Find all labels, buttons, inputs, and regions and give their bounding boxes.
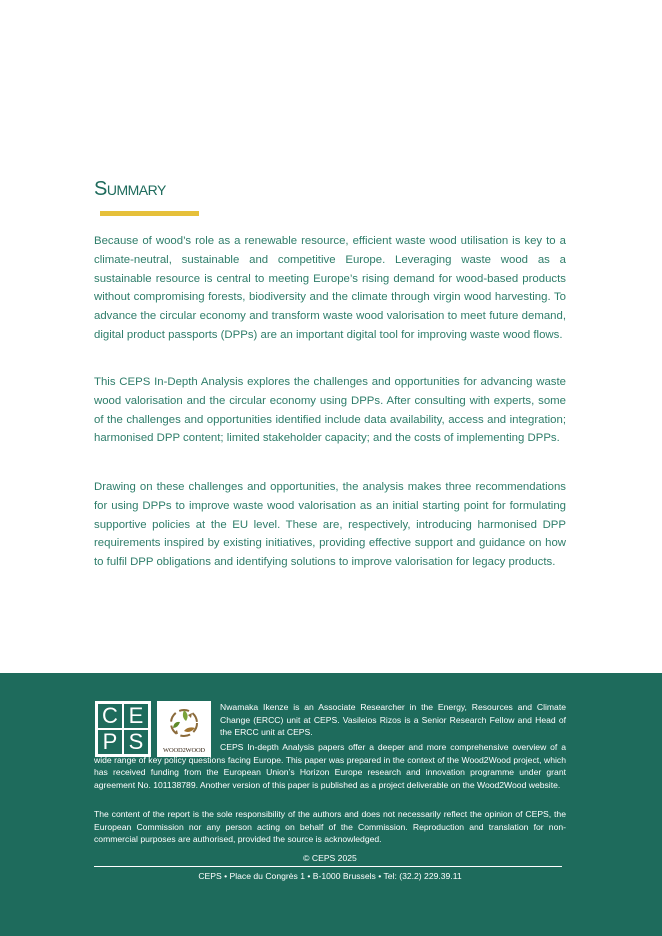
ceps-logo-letter: E xyxy=(123,703,149,729)
heading-underline xyxy=(100,211,199,216)
footer-panel xyxy=(0,673,662,936)
wood2wood-logo-label: WOOD2WOOD xyxy=(163,747,205,754)
footer-divider xyxy=(94,866,562,867)
ceps-logo-letter: S xyxy=(123,729,149,755)
ceps-info-text: CEPS In-depth Analysis papers offer a deeper and more comprehensive overview of a wide range of key policy questions facing Europe. This paper was prepared in the context of the Wood2Wood project, which has received funding from the European Union’s Horizon Europe research and innovation programme under grant agreement No. 101138789. Another version of this paper is published as a project deliverable on the Wood2Wood website. xyxy=(94,742,566,790)
ceps-logo-letter: P xyxy=(97,729,123,755)
summary-paragraph-1: Because of wood’s role as a renewable resource, efficient waste wood utilisation is key to a climate-neutral, sustainable and competitive Europe. Leveraging waste wood as a sustainable resource is central to meeting Europe’s rising demand for wood-based products without compromising forests, biodiversity and the climate through virgin wood harvesting. To advance the circular economy and transform waste wood valorisation to meet future demand, digital product passports (DPPs) are an important digital tool for improving waste wood flows. xyxy=(94,235,566,341)
contact-address: CEPS • Place du Congrès 1 • B-1000 Brussels • Tel: (32.2) 229.39.11 xyxy=(198,871,462,881)
author-bio: Nwamaka Ikenze is an Associate Researcher in the Energy, Resources and Climate Change (ERCC) unit at CEPS. Vasileios Rizos is a Senior Research Fellow and Head of the ERCC unit at CEPS. xyxy=(220,702,566,738)
summary-paragraph-3: Drawing on these challenges and opportunities, the analysis makes three recommendations for using DPPs to improve waste wood valorisation as an initial starting point for formulating supportive policies at the EU level. These are, respectively, introducing harmonised DPP requirements inspired by existing initiatives, providing effective support and guidance on how to fulfil DPP obligations and identifying solutions to improve valorisation for legacy products. xyxy=(94,481,566,569)
summary-heading: Summary xyxy=(94,178,166,200)
recycle-leaves-icon xyxy=(157,701,211,745)
ceps-logo-letter: C xyxy=(97,703,123,729)
summary-paragraph-2: This CEPS In-Depth Analysis explores the challenges and opportunities for advancing waste wood valorisation and the circular economy using DPPs. After consulting with experts, some of the challenges and opportunities identified include data availability, access and integration; harmonised DPP content; limited stakeholder capacity; and the costs of implementing DPPs. xyxy=(94,376,566,445)
copyright: © CEPS 2025 xyxy=(303,853,357,863)
disclaimer-text: The content of the report is the sole responsibility of the authors and does not necessarily reflect the opinion of CEPS, the European Commission nor any person acting on behalf of the Commission. Reproduction and translation for non-commercial purposes are authorised, provided the source is acknowledged. xyxy=(94,809,566,845)
